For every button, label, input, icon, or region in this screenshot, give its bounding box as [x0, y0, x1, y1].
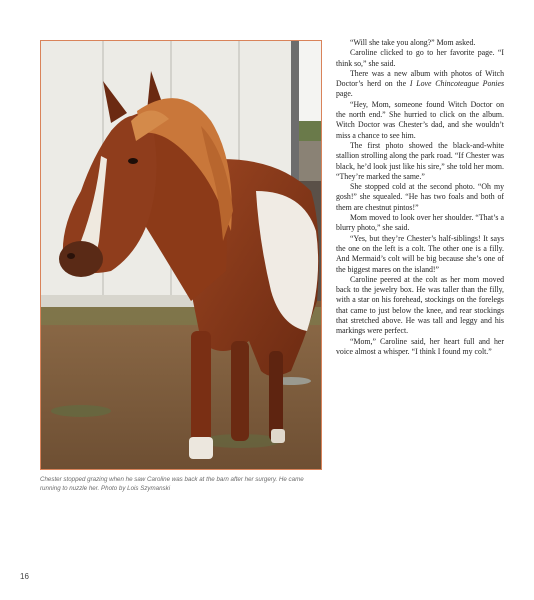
photo-caption: Chester stopped grazing when he saw Caroline was back at the barn after her surgery. He came running to nuzzle her. Photo by Lois Szymanski — [40, 476, 304, 492]
story-paragraph: Caroline peered at the colt as her mom moved back to the jewelry box. He was taller than the filly, with a star on his forehead, stockings on the forelegs that came to just below the knee, and rear stockings that stretched above. He was tall and leggy and his markings were perfect. — [336, 274, 504, 336]
story-paragraph: “Hey, Mom, someone found Witch Doctor on the north end.” She hurried to click on the album. Witch Doctor was Chester’s dad, and she wouldn’t miss a chance to see him. — [336, 99, 504, 140]
story-paragraph: She stopped cold at the second photo. “Oh my gosh!” she squealed. “He has two foals and both of them are chestnut pintos!” — [336, 182, 504, 212]
story-paragraph: “Mom,” Caroline said, her heart full and her voice almost a whisper. “I think I found my colt.” — [336, 336, 504, 356]
story-text-run: page. — [336, 89, 353, 99]
facebook-page-title: I Love Chincoteague Ponies — [409, 79, 504, 89]
horse-photo-illustration — [41, 41, 321, 469]
story-text-run: There was a new album with photos of Witch Doctor’s herd on the — [336, 68, 504, 89]
story-paragraph: Mom moved to look over her shoulder. “That’s a blurry photo,” she said. — [336, 213, 504, 233]
story-text — [336, 38, 504, 357]
story-paragraph: “Yes, but they’re Chester’s half-siblings! It says the one on the left is a colt. The other one is a filly. And Mermaid’s colt will be big because she’s one of the biggest mares on the island!” — [336, 233, 504, 274]
story-paragraph — [336, 69, 504, 100]
page-number: 16 — [20, 572, 29, 581]
story-paragraph: Caroline clicked to go to her favorite page. “I think so,” she said. — [336, 48, 504, 68]
story-paragraph: The first photo showed the black-and-white stallion strolling along the park road. “If Chester was black, he’d look just like his sire,” she told her mom. “They’re marked the same.” — [336, 140, 504, 181]
horse-photo — [40, 40, 322, 470]
story-paragraph: “Will she take you along?” Mom asked. — [350, 38, 476, 47]
